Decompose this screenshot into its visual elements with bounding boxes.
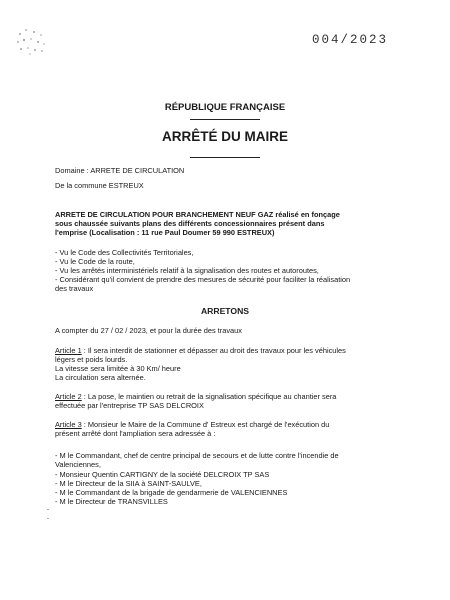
recipient: - M le Directeur de TRANSVILLES <box>55 497 168 506</box>
considerant-1: - Vu le Code des Collectivités Territoriales, <box>55 248 194 257</box>
divider-bottom <box>190 157 260 158</box>
divider-top <box>190 119 260 120</box>
article-3-text: : Monsieur le Maire de la Commune d' Estreux est chargé de l'exécution du <box>81 420 330 429</box>
objet-line-1: ARRETE DE CIRCULATION POUR BRANCHEMENT NEUF GAZ réalisé en fonçage <box>55 210 340 219</box>
document-number: 004/2023 <box>311 33 388 47</box>
objet-line-3: l'emprise (Localisation : 11 rue Paul Doumer 59 990 ESTREUX) <box>55 228 275 237</box>
article-1-line: légers et poids lourds. <box>55 355 128 364</box>
date-line: A compter du 27 / 02 / 2023, et pour la durée des travaux <box>55 326 242 335</box>
objet-line-2: sous chaussée suivants plans des différents concessionnaires présent dans <box>55 219 325 228</box>
margin-mark: ˇ <box>47 519 49 525</box>
article-1-line: La circulation sera alternée. <box>55 373 146 382</box>
considerant-5: des travaux <box>55 284 94 293</box>
commune-line: De la commune ESTREUX <box>55 181 144 190</box>
seal-mark <box>14 26 48 56</box>
article-1-text: : Il sera interdit de stationner et dépasser au droit des travaux pour les véhicules <box>81 346 346 355</box>
considerant-3: - Vu les arrêtés interministériels relatif à la signalisation des routes et autoroutes, <box>55 266 319 275</box>
recipient: - Monsieur Quentin CARTIGNY de la société DELCROIX TP SAS <box>55 470 270 479</box>
domaine-line: Domaine : ARRETE DE CIRCULATION <box>55 166 185 175</box>
recipient: - M le Commandant, chef de centre principal de secours et de lutte contre l'incendie de <box>55 451 339 460</box>
considerant-4: - Considérant qu'il convient de prendre des mesures de sécurité pour faciliter la réalisation <box>55 275 351 284</box>
arretons-heading: ARRETONS <box>200 306 250 316</box>
recipient: - M le Directeur de la SIIA à SAINT-SAULVE, <box>55 479 202 488</box>
recipient: Valenciennes, <box>55 460 101 469</box>
considerant-2: - Vu le Code de la route, <box>55 257 135 266</box>
article-2-label: Article 2 <box>55 392 82 401</box>
margin-mark: ˇ <box>47 510 49 516</box>
article-1-line: La vitesse sera limitée à 30 Km/ heure <box>55 364 181 373</box>
article-2-line: effectuée par l'entreprise TP SAS DELCROIX <box>55 401 204 410</box>
article-2-text: : La pose, le maintien ou retrait de la signalisation spécifique au chantier sera <box>81 392 337 401</box>
article-3-line: présent arrêté dont l'ampliation sera adressée à : <box>55 429 216 438</box>
recipient: - M le Commandant de la brigade de gendarmerie de VALENCIENNES <box>55 488 288 497</box>
article-3-label: Article 3 <box>55 420 82 429</box>
page-title: ARRÊTÉ DU MAIRE <box>161 129 288 144</box>
republique-francaise-heading: RÉPUBLIQUE FRANÇAISE <box>164 102 286 113</box>
article-1-label: Article 1 <box>55 346 82 355</box>
